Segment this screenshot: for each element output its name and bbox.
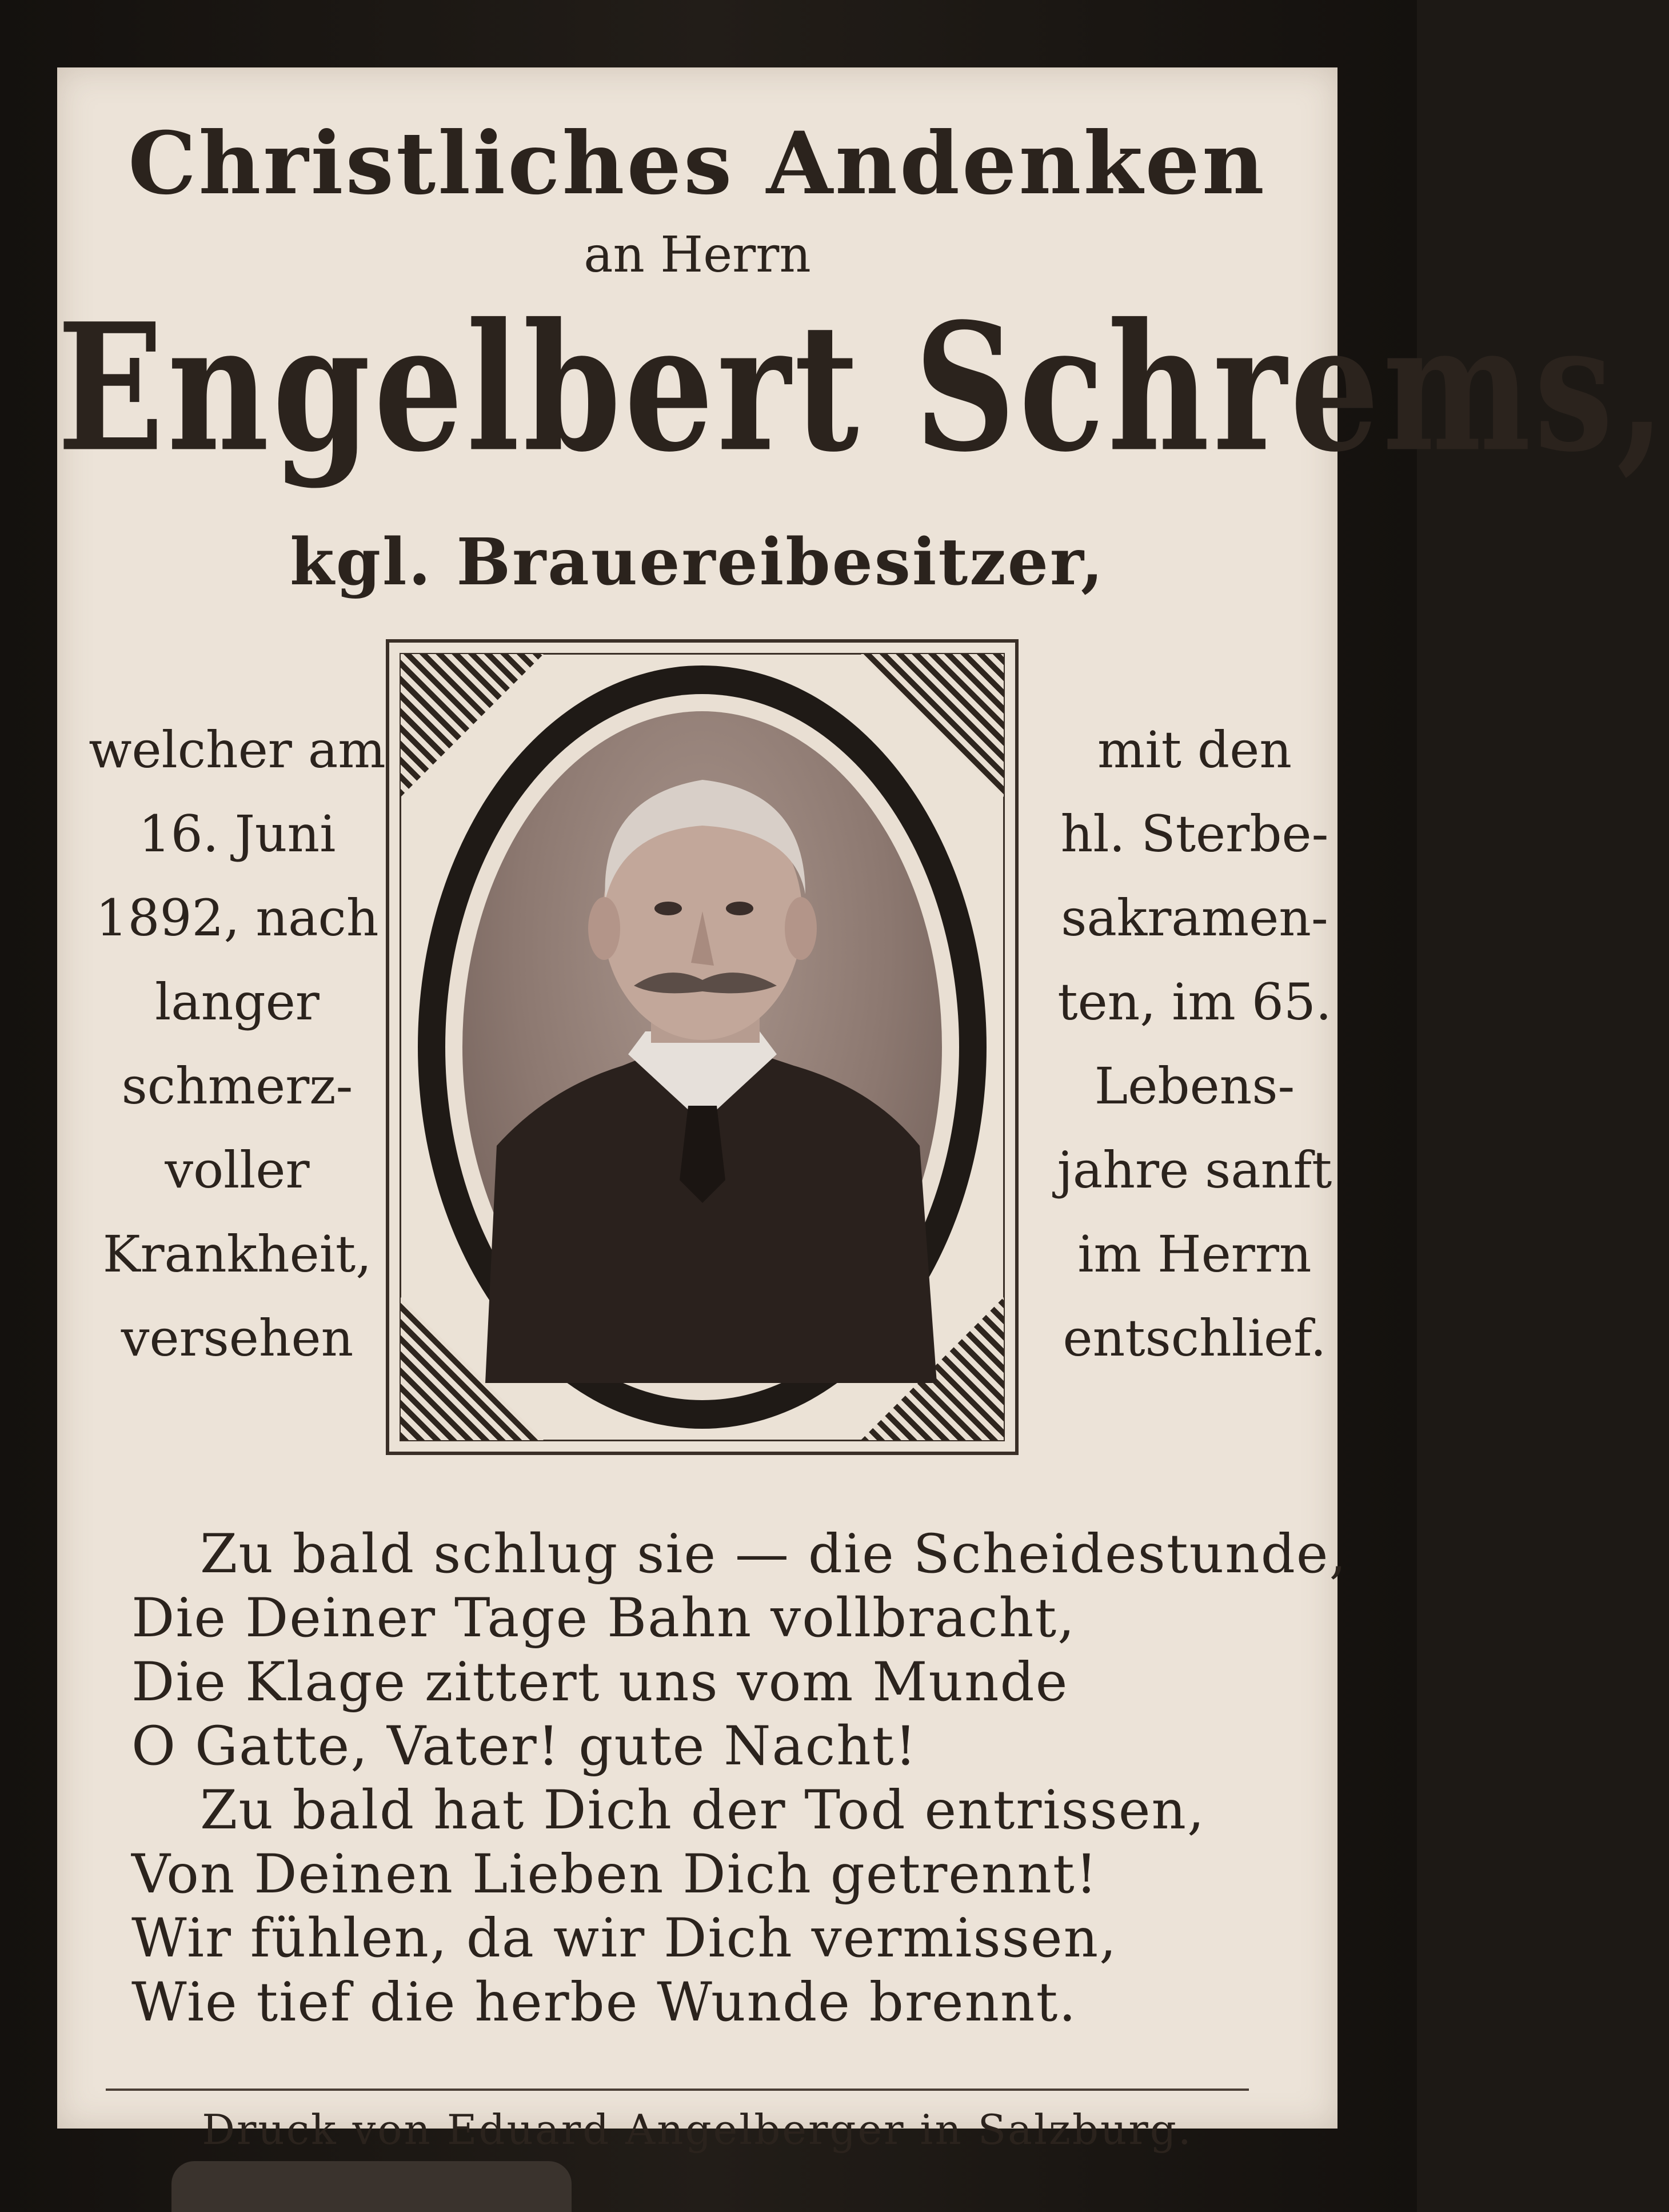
right-line: hl. Sterbe- <box>1060 804 1329 863</box>
portrait-figure-icon <box>462 711 942 1383</box>
divider-rule <box>106 2089 1249 2091</box>
poem-line: Die Deiner Tage Bahn vollbracht, <box>131 1587 1076 1649</box>
right-line: Lebens- <box>1094 1057 1295 1115</box>
right-line: entschlief. <box>1063 1309 1327 1368</box>
right-line: ten, im 65. <box>1057 973 1332 1031</box>
left-line: Krankheit, <box>102 1225 372 1284</box>
right-line: im Herrn <box>1077 1225 1312 1284</box>
deceased-occupation: kgl. Brauereibesitzer, <box>290 525 1105 600</box>
right-column-text <box>1017 708 1372 1380</box>
poem-line: Zu bald hat Dich der Tod entrissen, <box>200 1779 1205 1842</box>
right-line: jahre sanft <box>1057 1141 1332 1199</box>
left-line: schmerz- <box>121 1057 353 1115</box>
poem-line: Wir fühlen, da wir Dich vermissen, <box>131 1907 1118 1970</box>
portrait-photo <box>462 711 942 1383</box>
right-line: sakramen- <box>1061 888 1328 947</box>
memorial-card <box>57 67 1669 2154</box>
poem-line: O Gatte, Vater! gute Nacht! <box>131 1715 918 1777</box>
deceased-name: Engelbert Schrems, <box>57 285 1669 491</box>
left-line: versehen <box>121 1309 354 1368</box>
portrait-frame <box>386 639 1019 1455</box>
left-column-text <box>74 708 400 1380</box>
card-subtitle: an Herrn <box>584 226 811 284</box>
right-line: mit den <box>1097 720 1292 779</box>
poem-line: Von Deinen Lieben Dich getrennt! <box>131 1843 1099 1906</box>
left-line: voller <box>165 1141 310 1199</box>
card-title: Christliches Andenken <box>128 113 1267 214</box>
left-line: 1892, nach <box>95 888 379 947</box>
poem-line: Zu bald schlug sie — die Scheidestunde, <box>200 1523 1348 1585</box>
printer-credit: Druck von Eduard Angelberger in Salzburg. <box>202 2106 1193 2154</box>
memorial-poem <box>131 1523 1348 2035</box>
torn-paper-edge <box>171 2161 572 2212</box>
left-line: langer <box>155 973 320 1031</box>
left-line: welcher am <box>89 720 386 779</box>
poem-line: Die Klage zittert uns vom Munde <box>131 1651 1069 1713</box>
left-line: 16. Juni <box>138 804 336 863</box>
poem-line: Wie tief die herbe Wunde brennt. <box>131 1971 1077 2034</box>
